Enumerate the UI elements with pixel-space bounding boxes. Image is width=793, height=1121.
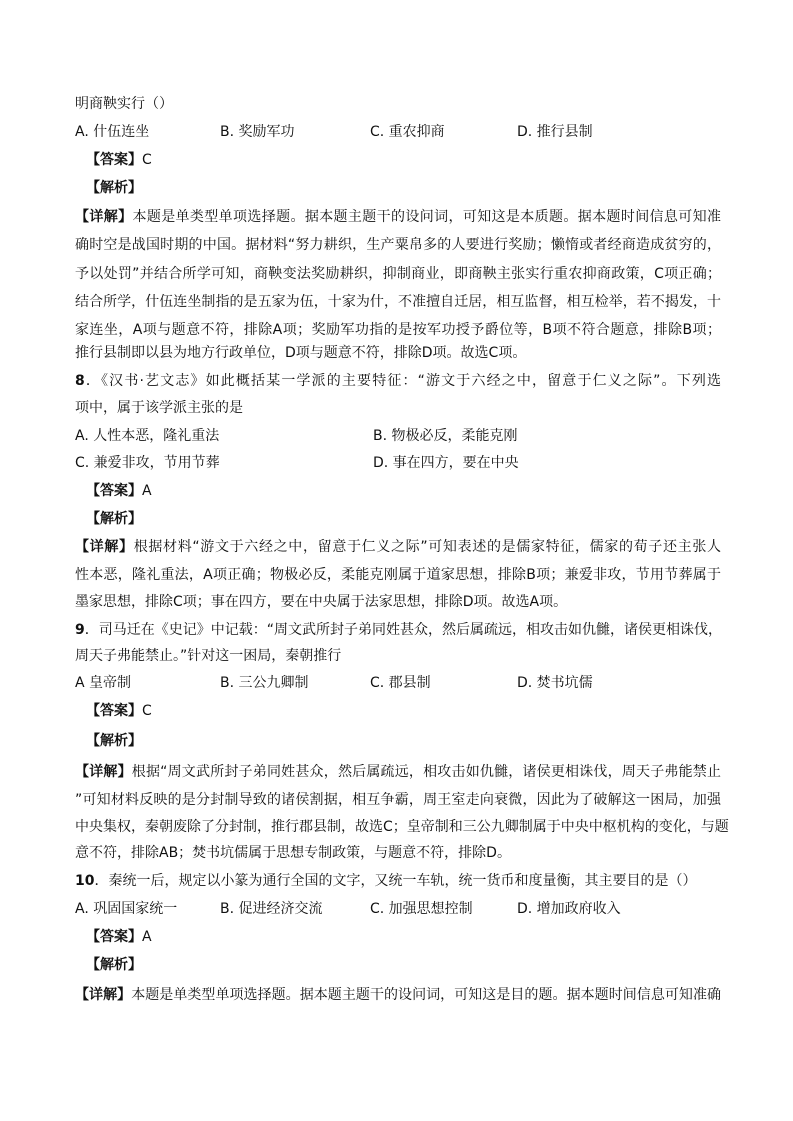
q9-detail-line [75, 762, 721, 782]
q9-detail-line: ”可知材料反映的是分封制导致的诸侯割据，相互争霸，周王室走向衰微，因此为了破解这一困局，加强 [75, 792, 721, 808]
q10-option-d: D. 增加政府收入 [517, 901, 621, 917]
q7-option-a: A. 什伍连坐 [75, 124, 150, 140]
q8-detail-line: 墨家思想，排除C项；事在四方，要在中央属于法家思想，排除D项。故选A项。 [75, 594, 568, 610]
q7-option-d: D. 推行县制 [517, 124, 593, 140]
q10-stem-line [75, 871, 696, 891]
q8-answer [86, 481, 152, 501]
q10-analysis-label: 【解析】 [86, 957, 142, 973]
q9-detail-line: 意不符，排除AB；焚书坑儒属于思想专制政策，与题意不符，排除D。 [75, 845, 511, 861]
detail-label: 【详解】 [75, 764, 132, 780]
q8-stem-line: 项中，属于该学派主张的是 [75, 400, 243, 416]
q10-option-c: C. 加强思想控制 [370, 901, 473, 917]
q9-stem-line [75, 620, 721, 640]
q7-detail-line [75, 207, 721, 227]
q7-stem-tail: 明商鞅实行（） [75, 96, 173, 112]
q8-detail-line: 性本恶，隆礼重法，A项正确；物极必反，柔能克刚属于道家思想，排除B项；兼爱非攻，节用节葬属于 [75, 567, 721, 583]
q9-option-b: B. 三公九卿制 [220, 675, 309, 691]
q9-option-d: D. 焚书坑儒 [517, 675, 593, 691]
stem-text: ．司马迁在《史记》中记载：“周文武所封子弟同姓甚众，然后属疏远，相攻击如仇雠，诸侯更相诛伐， [84, 622, 723, 638]
q9-analysis-label: 【解析】 [86, 733, 142, 749]
answer-value: A [142, 929, 152, 945]
question-number: 8 [75, 373, 85, 389]
answer-value: C [142, 152, 152, 168]
detail-text: 根据“周文武所封子弟同姓甚众，然后属疏远，相攻击如仇雠，诸侯更相诛伐，周天子弗能禁止 [131, 764, 721, 780]
q7-analysis-label: 【解析】 [86, 180, 142, 196]
q10-answer [86, 927, 152, 947]
q9-option-a: A 皇帝制 [75, 675, 132, 691]
q9-detail-line: 中央集权，秦朝废除了分封制，推行郡县制，故选C；皇帝制和三公九卿制属于中央中枢机构的变化，与题 [75, 819, 729, 835]
detail-label: 【详解】 [75, 987, 132, 1003]
stem-text: ．秦统一后，规定以小篆为通行全国的文字，又统一车轨，统一货币和度量衡，其主要目的是（） [94, 873, 697, 889]
q8-option-b: B. 物极必反，柔能克刚 [373, 428, 518, 444]
question-number: 10 [75, 873, 95, 889]
answer-value: A [142, 483, 152, 499]
stem-text: ．《汉书·艺文志》如此概括某一学派的主要特征：“游文于六经之中，留意于仁义之际”。下列选 [84, 373, 721, 389]
q9-option-c: C. 郡县制 [370, 675, 431, 691]
question-number: 9 [75, 622, 85, 638]
q7-option-b: B. 奖励军功 [220, 124, 295, 140]
q8-stem-line [75, 371, 721, 391]
q9-answer [86, 701, 152, 721]
detail-text: 本题是单类型单项选择题。据本题主题干的设问词，可知这是目的题。据本题时间信息可知准确 [131, 987, 722, 1003]
q8-option-c: C. 兼爱非攻，节用节葬 [75, 455, 220, 471]
q10-option-a: A. 巩固国家统一 [75, 901, 178, 917]
q10-detail-line [75, 985, 721, 1005]
q7-detail-line: 推行县制即以县为地方行政单位，D项与题意不符，排除D项。故选C项。 [75, 345, 527, 361]
detail-label: 【详解】 [75, 209, 133, 225]
q9-stem-line: 周天子弗能禁止。”针对这一困局，秦朝推行 [75, 648, 342, 664]
q8-detail-line [75, 537, 721, 557]
answer-value: C [142, 703, 152, 719]
q10-option-b: B. 促进经济交流 [220, 901, 323, 917]
answer-label: 【答案】 [86, 703, 142, 719]
q8-analysis-label: 【解析】 [86, 511, 142, 527]
q8-option-d: D. 事在四方，要在中央 [373, 455, 519, 471]
q8-option-a: A. 人性本恶，隆礼重法 [75, 428, 220, 444]
detail-text: 本题是单类型单项选择题。据本题主题干的设问词，可知这是本质题。据本题时间信息可知准 [132, 209, 722, 225]
q7-option-c: C. 重农抑商 [370, 124, 445, 140]
answer-label: 【答案】 [86, 152, 142, 168]
answer-label: 【答案】 [86, 929, 142, 945]
q7-detail-line: 予以处罚”并结合所学可知，商鞅变法奖励耕织，抑制商业，即商鞅主张实行重农抑商政策，C项正确； [75, 266, 721, 282]
q7-answer [86, 150, 152, 170]
q7-detail-line: 结合所学，什伍连坐制指的是五家为伍，十家为什，不准擅自迁居，相互监督，相互检举，若不揭发，十 [75, 294, 721, 310]
q7-detail-line: 家连坐，A项与题意不符，排除A项；奖励军功指的是按军功授予爵位等，B项不符合题意，排除B项； [75, 322, 721, 338]
answer-label: 【答案】 [86, 483, 142, 499]
q7-detail-line: 确时空是战国时期的中国。据材料“努力耕织，生产粟帛多的人要进行奖励；懒惰或者经商造成贫穷的， [75, 237, 721, 253]
detail-label: 【详解】 [75, 539, 134, 555]
detail-text: 根据材料“游文于六经之中，留意于仁义之际”可知表述的是儒家特征，儒家的荀子还主张人 [133, 539, 721, 555]
